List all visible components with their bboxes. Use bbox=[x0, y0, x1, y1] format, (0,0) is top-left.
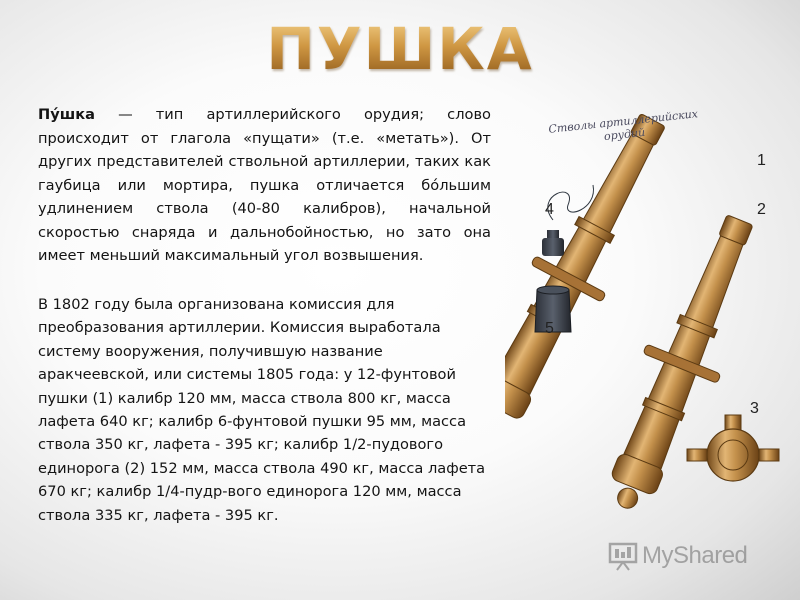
figure-label-2: 2 bbox=[757, 201, 766, 218]
figure-caption: Стволы артиллерийских орудий bbox=[547, 107, 699, 144]
figure-label-5: 5 bbox=[545, 320, 554, 337]
myshared-watermark bbox=[608, 538, 768, 574]
cannon-breech-detail bbox=[687, 415, 779, 481]
slide-title: ПУШКА bbox=[0, 18, 800, 80]
figure-label-4: 4 bbox=[545, 201, 554, 218]
intro-text: — тип артиллерийского орудия; слово происходит от глагола «пущати» (т.е. «метать»). От других представителей ствольной артиллерии, таких как гаубица или мортира, пушка отличается бо́льшим удлинением ствола (40-80 калибров), начальной скоростью снаряда и дальнобойностью, но зато она имеет меньший максимальный угол возвышения. bbox=[38, 106, 491, 264]
figure-label-3: 3 bbox=[750, 400, 759, 417]
intro-term: Пу́шка bbox=[38, 106, 95, 123]
body-paragraph: В 1802 году была организована комиссия для преобразования артиллерии. Комиссия выработала систему вооружения, получившую название аракчеевской, или системы 1805 года: у 12-фунтовой пушки (1) калибр 120 мм, масса ствола 800 кг, масса лафета 640 кг; калибр 6-фунтовой пушки 95 мм, масса ствола 350 кг, лафета - 395 кг; калибр 1/2-пудового единорога (2) 152 мм, масса ствола 490 кг, масса лафета 670 кг; калибр 1/4-пудр-вого единорога 120 мм, масса ствола 335 кг, лафета - 395 кг. bbox=[38, 296, 486, 524]
intro-paragraph bbox=[38, 103, 491, 268]
presentation-board-icon bbox=[608, 541, 638, 571]
watermark-text: MyShared bbox=[642, 542, 748, 569]
figure-label-1: 1 bbox=[757, 152, 766, 169]
